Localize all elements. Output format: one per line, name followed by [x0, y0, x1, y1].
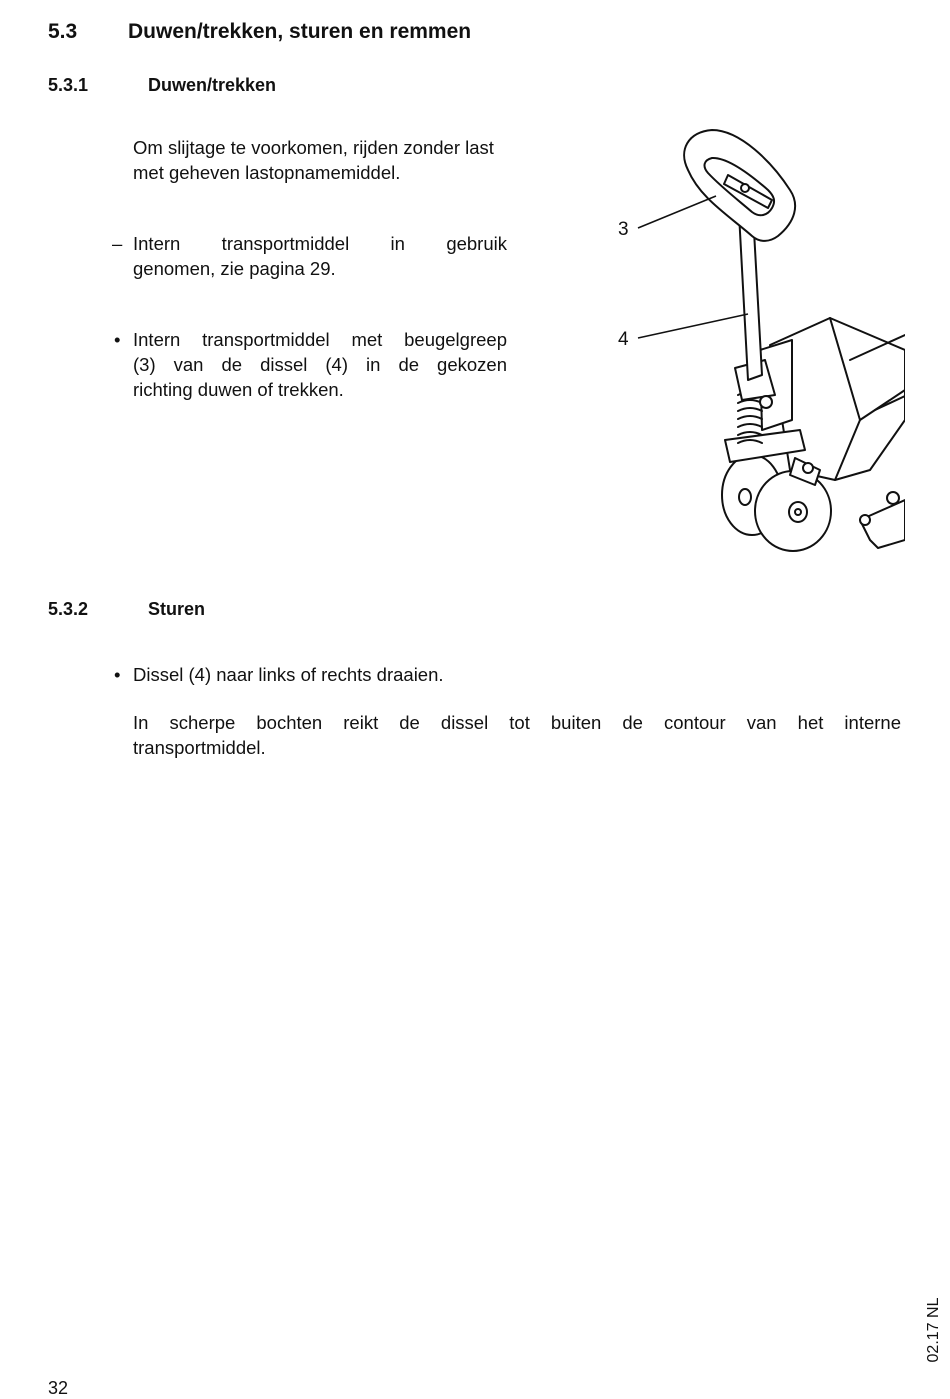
page-number: 32 [48, 1378, 69, 1398]
steer-note-line2: transportmiddel. [133, 737, 266, 758]
bullet-marker: • [114, 329, 121, 350]
bullet-item-line2: (3) van de dissel (4) in de gekozen [133, 354, 507, 375]
steer-bullet-marker: • [114, 664, 121, 685]
section-number: 5.3 [48, 20, 78, 43]
wear-note: Om slijtage te voorkomen, rijden zonder last met geheven lastopnamemiddel. [133, 137, 494, 183]
dash-item-line2: genomen, zie pagina 29. [133, 258, 336, 279]
dash-item-line1: Intern transportmiddel in gebruik [133, 233, 507, 254]
subsection-2-title: Sturen [148, 599, 206, 619]
callout-3-label: 3 [618, 219, 629, 240]
steer-note-line1: In scherpe bochten reikt de dissel tot buiten de contour van het interne [133, 712, 901, 733]
pallet-truck-illustration [600, 118, 905, 558]
callout-4-label: 4 [618, 329, 629, 350]
subsection-2-number: 5.3.2 [48, 599, 89, 619]
subsection-1-number: 5.3.1 [48, 75, 89, 95]
dash-marker: – [112, 233, 123, 254]
bullet-item-line3: richting duwen of trekken. [133, 379, 344, 400]
bullet-item-line1: Intern transportmiddel met beugelgreep [133, 329, 507, 350]
section-title: Duwen/trekken, sturen en remmen [128, 20, 472, 43]
edition-label: 02.17 NL [925, 1297, 942, 1363]
subsection-1-title: Duwen/trekken [148, 75, 277, 95]
steer-bullet-text: Dissel (4) naar links of rechts draaien. [133, 664, 444, 685]
